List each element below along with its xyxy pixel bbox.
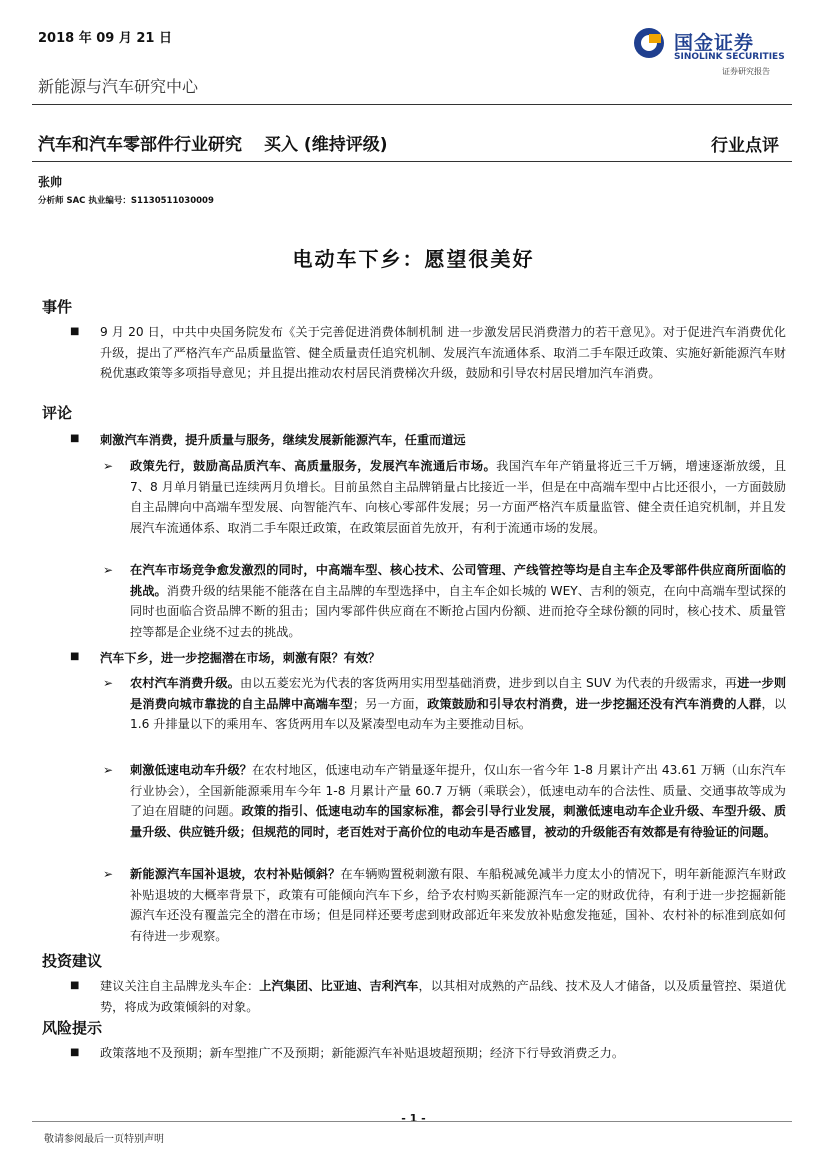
bullet-icon: ■ bbox=[70, 651, 80, 662]
comment-2c-text: 在车辆购置税刺激有限、车船税减免减半力度太小的情况下，明年新能源汽车财政补贴退坡的大概率背景下，政策有可能倾向汽车下乡，给予农村购买新能源汽车一定的财政优待，有利于进一步挖掘新能源汽车还没有覆盖完全的潜在市场；但是同样还要考虑到财政部近年来发放补贴愈发拖延，国补、农村补的标准到底如何有待进一步观察。 bbox=[130, 867, 787, 943]
section-comment-title: 评论 bbox=[42, 404, 73, 422]
comment-2a-text-2: ；另一方面， bbox=[352, 696, 428, 711]
section-risk-title: 风险提示 bbox=[42, 1019, 103, 1037]
report-title-line bbox=[38, 130, 409, 155]
invest-paragraph bbox=[100, 976, 786, 1017]
arrow-bullet-icon: ➢ bbox=[103, 459, 114, 473]
arrow-bullet-icon: ➢ bbox=[103, 676, 114, 690]
bullet-icon: ■ bbox=[70, 980, 80, 991]
title-rule bbox=[32, 161, 792, 162]
comment-point-2: 汽车下乡，进一步挖掘潜在市场，刺激有限？有效？ bbox=[100, 651, 381, 665]
comment-1b-text: 消费升级的结果能不能落在自主品牌的车型选择中，自主车企如长城的 WEY、吉利的领克，在向中高端车型试探的同时也面临合资品牌不断的狙击；国内零部件供应商在不断抢占国内份额、进而抢夺全球份额的同时，核心技术、质量管控等都是企业绕不过去的挑战。 bbox=[130, 583, 787, 639]
footer-rule bbox=[32, 1121, 792, 1122]
comment-1a-text: 我国汽车年产销量将近三千万辆，增速逐渐放缓，且 7、8 月单月销量已连续两月负增长。目前虽然自主品牌销量占比接近一半，但是在中高端车型中占比还很小，一方面鼓励自主品牌向中高端车型发展、向智能汽车、向核心零部件发展；另一方面严格汽车质量监管、健全责任追究机制，并且发展汽车流通体系、取消二手车限迁政策，在政策层面首先放开，有利于流通市场的发展。 bbox=[130, 459, 787, 535]
invest-text-2: ，以其相对成熟的产品线、技术及人才储备，以及质量管控、渠道优势，将成为政策倾斜的对象。 bbox=[100, 979, 787, 1014]
comment-2a-text-1: 由以五菱宏光为代表的客货两用实用型基础消费，进步到以自主 SUV 为代表的升级需求，再 bbox=[239, 676, 738, 690]
event-paragraph: 9 月 20 日，中共中央国务院发布《关于完善促进消费体制机制 进一步激发居民消费潜力的若干意见》。对于促进汽车消费优化升级，提出了严格汽车产品质量监管、健全质量责任追究机制、发展汽车流通体系、取消二手车限迁政策、实施好新能源汽车财税优惠政策等多项指导意见；并且提出推动农村居民消费梯次升级，鼓励和引导农村居民增加汽车消费。 bbox=[100, 325, 786, 380]
footer-note: 敬请参阅最后一页特别声明 bbox=[44, 1134, 164, 1145]
bullet-icon: ■ bbox=[70, 433, 80, 444]
rating: 买入 (维持评级) bbox=[264, 135, 388, 155]
comment-point-1: 刺激汽车消费，提升质量与服务，继续发展新能源汽车，任重而道远 bbox=[100, 433, 466, 447]
comment-1b-bold: 在汽车市场竞争愈发激烈的同时，中高端车型、核心技术、公司管理、产线管控等均是自主车企及零部件供应商所面临的挑战。 bbox=[130, 563, 786, 598]
headline: 电动车下乡：愿望很美好 bbox=[292, 247, 535, 271]
research-center: 新能源与汽车研究中心 bbox=[38, 77, 199, 96]
comment-1b bbox=[130, 560, 786, 642]
risk-paragraph: 政策落地不及预期；新车型推广不及预期；新能源汽车补贴退坡超预期；经济下行导致消费乏力。 bbox=[100, 1046, 625, 1060]
comment-2b bbox=[130, 760, 786, 842]
author-cert: 分析师 SAC 执业编号：S1130511030009 bbox=[38, 196, 214, 206]
comment-1a-bold: 政策先行，鼓励高品质汽车、高质量服务，发展汽车流通后市场。 bbox=[130, 459, 497, 473]
comment-2c-bold: 新能源汽车国补退坡，农村补贴倾斜？ bbox=[130, 867, 341, 881]
bullet-icon: ■ bbox=[70, 1047, 80, 1058]
arrow-bullet-icon: ➢ bbox=[103, 867, 114, 881]
report-type: 行业点评 bbox=[711, 136, 779, 156]
industry-title: 汽车和汽车零部件行业研究 bbox=[38, 135, 242, 155]
comment-2a-bold-2: 进一步则是消费向城市靠拢的自主品牌中高端车型 bbox=[130, 676, 787, 711]
comment-2a-bold-3: 政策鼓励和引导农村消费，进一步挖掘还没有汽车消费的人群 bbox=[427, 696, 762, 711]
comment-2b-text: 在农村地区，低速电动车产销量逐年提升，仅山东一省今年 1-8 月累计产出 43.61 万辆（山东汽车行业协会），全国新能源乘用车今年 1-8 月累计产量 60.7 万辆（乘联会），低速电动车的合法性、质量、交通事故等成为了迫在眉睫的问题。 bbox=[130, 763, 786, 818]
comment-2a-bold: 农村汽车消费升级。 bbox=[130, 676, 240, 690]
arrow-bullet-icon: ➢ bbox=[103, 763, 114, 777]
comment-2b-bold: 刺激低速电动车升级？ bbox=[130, 763, 253, 777]
comment-2c bbox=[130, 864, 786, 946]
arrow-bullet-icon: ➢ bbox=[103, 563, 114, 577]
report-date: 2018 年 09 月 21 日 bbox=[38, 31, 172, 46]
logo-name-cn: 国金证券 bbox=[674, 32, 755, 54]
comment-2a-text-3: ，以 1.6 升排量以下的乘用车、客货两用车以及紧凑型电动车为主要推动目标。 bbox=[130, 696, 787, 731]
section-invest-title: 投资建议 bbox=[42, 952, 103, 970]
comment-2a bbox=[130, 673, 786, 735]
invest-companies: 上汽集团、比亚迪、吉利汽车 bbox=[259, 979, 419, 993]
section-event-title: 事件 bbox=[42, 298, 73, 316]
logo-subtitle: 证券研究报告 bbox=[722, 67, 770, 76]
top-rule bbox=[32, 104, 792, 105]
logo-name-en: SINOLINK SECURITIES bbox=[674, 52, 785, 62]
comment-1a bbox=[130, 456, 786, 538]
invest-text-1: 建议关注自主品牌龙头车企： bbox=[100, 979, 260, 993]
page-number: - 1 - bbox=[401, 1112, 426, 1125]
bullet-icon: ■ bbox=[70, 326, 80, 337]
logo-mark-icon bbox=[632, 26, 666, 60]
author-name: 张帅 bbox=[38, 175, 63, 189]
comment-2b-bold-2: 政策的指引、低速电动车的国家标准，都会引导行业发展，刺激低速电动车企业升级、车型升级、质量升级、供应链升级；但规范的同时，老百姓对于高价位的电动车是否感冒，被动的升级能否有效都是有待验证的问题。 bbox=[130, 804, 787, 839]
company-logo bbox=[632, 24, 792, 80]
